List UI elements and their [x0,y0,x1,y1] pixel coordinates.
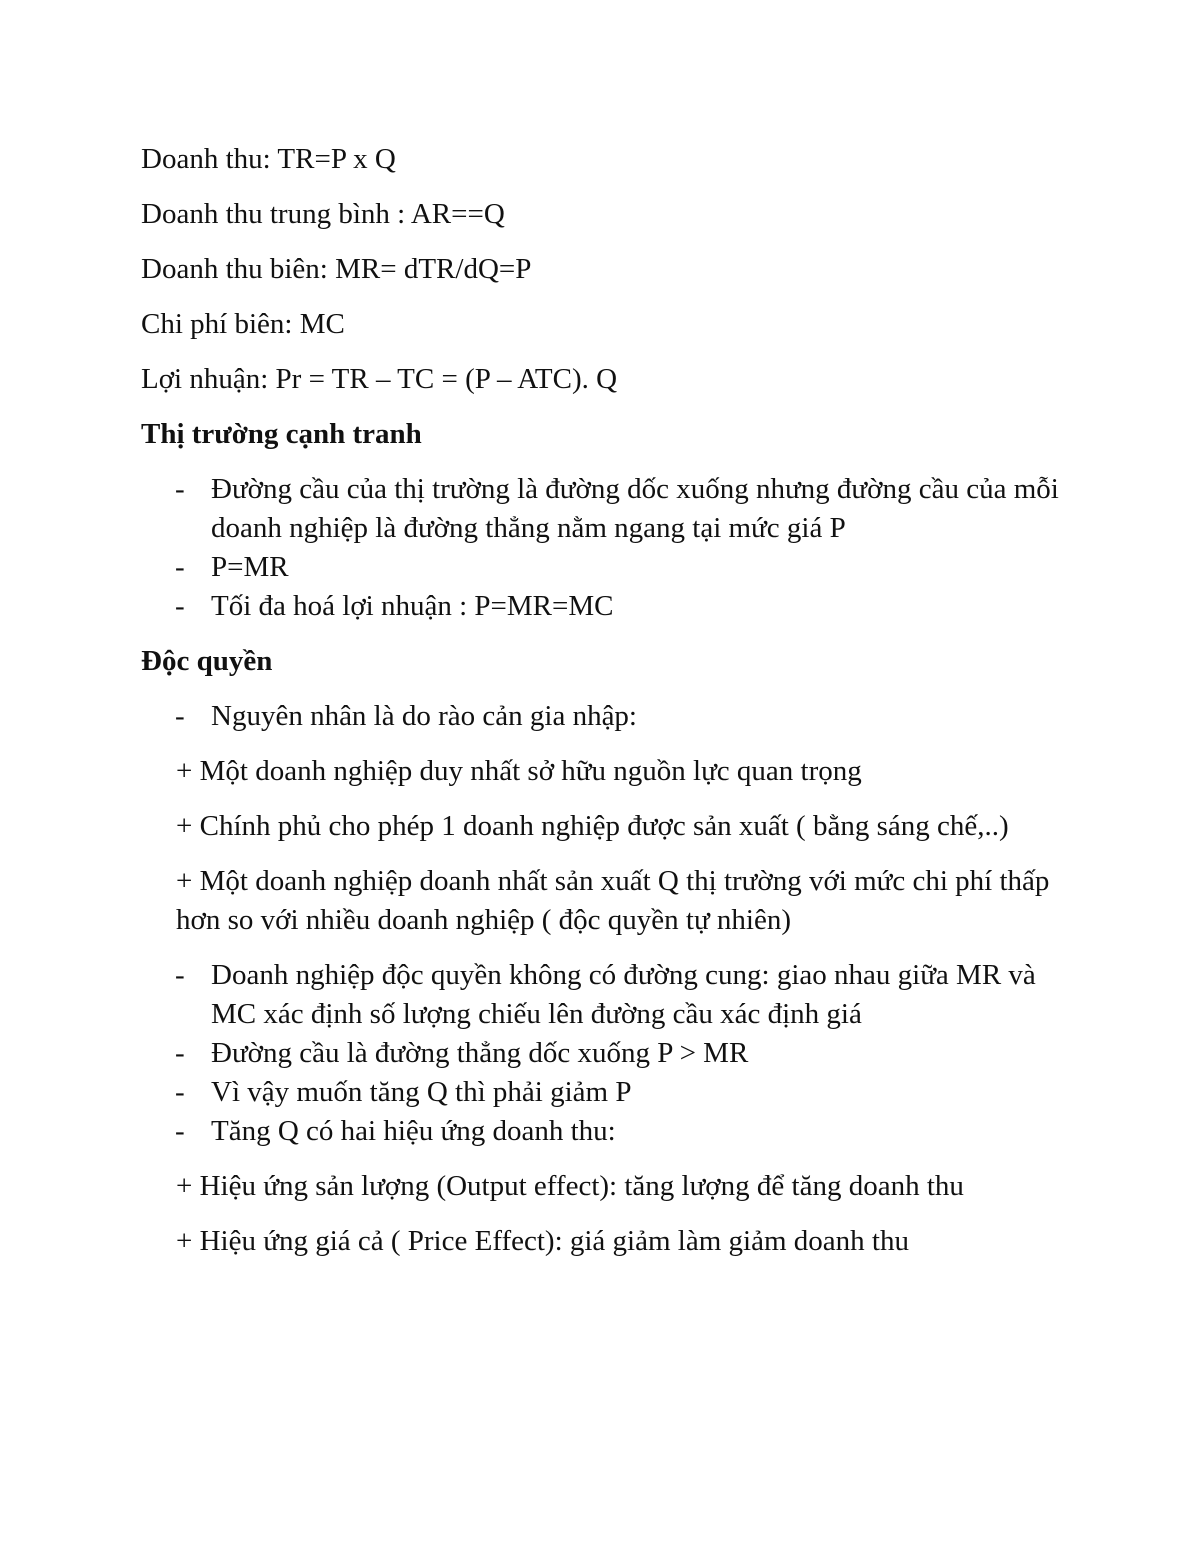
formula-marginal-cost: Chi phí biên: MC [141,308,345,340]
dash-marker: - [175,551,185,583]
dash-marker: - [175,473,185,505]
dash-marker: - [175,1037,185,1069]
list-item-text: P=MR [211,551,289,583]
dash-marker: - [175,700,185,732]
formula-marginal-revenue: Doanh thu biên: MR= dTR/dQ=P [141,253,532,285]
cause-item-natural-monopoly: + Một doanh nghiệp doanh nhất sản xuất Q thị trường với mức chi phí thấp hơn so với nhiều doanh nghiệp ( độc quyền tự nhiên) [176,865,1050,936]
list-item-text: Tăng Q có hai hiệu ứng doanh thu: [211,1115,616,1147]
cause-item-government: + Chính phủ cho phép 1 doanh nghiệp được sản xuất ( bằng sáng chế,..) [176,810,1009,842]
dash-marker: - [175,590,185,622]
section-heading-competitive-market: Thị trường cạnh tranh [141,418,422,450]
dash-marker: - [175,959,185,991]
list-item [141,1034,1061,1073]
document-page [141,140,1061,1277]
list-item [141,956,1061,1034]
monopoly-cause-bullet [141,697,1061,736]
list-item [141,1112,1061,1151]
list-item-text: Đường cầu là đường thẳng dốc xuống P > MR [211,1037,749,1069]
effect-item-price: + Hiệu ứng giá cả ( Price Effect): giá giảm làm giảm doanh thu [176,1225,909,1257]
list-item-text: Đường cầu của thị trường là đường dốc xuống nhưng đường cầu của mỗi doanh nghiệp là đường thẳng nằm ngang tại mức giá P [211,473,1059,544]
dash-marker: - [175,1076,185,1108]
list-item-text: Doanh nghiệp độc quyền không có đường cung: giao nhau giữa MR và MC xác định số lượng chiếu lên đường cầu xác định giá [211,959,1036,1030]
list-item-text: Tối đa hoá lợi nhuận : P=MR=MC [211,590,614,622]
section-heading-monopoly: Độc quyền [141,645,273,677]
list-item [141,1073,1061,1112]
list-item [141,548,1061,587]
formula-average-revenue: Doanh thu trung bình : AR==Q [141,198,505,230]
competitive-market-bullets [141,470,1061,626]
list-item [141,587,1061,626]
list-item [141,470,1061,548]
monopoly-bullets [141,956,1061,1151]
effect-item-output: + Hiệu ứng sản lượng (Output effect): tăng lượng để tăng doanh thu [176,1170,964,1202]
formula-revenue: Doanh thu: TR=P x Q [141,143,396,175]
dash-marker: - [175,1115,185,1147]
formula-profit: Lợi nhuận: Pr = TR – TC = (P – ATC). Q [141,363,618,395]
list-item-text: Vì vậy muốn tăng Q thì phải giảm P [211,1076,632,1108]
cause-item-resource: + Một doanh nghiệp duy nhất sở hữu nguồn lực quan trọng [176,755,862,787]
list-item-text: Nguyên nhân là do rào cản gia nhập: [211,700,637,732]
list-item [141,697,1061,736]
